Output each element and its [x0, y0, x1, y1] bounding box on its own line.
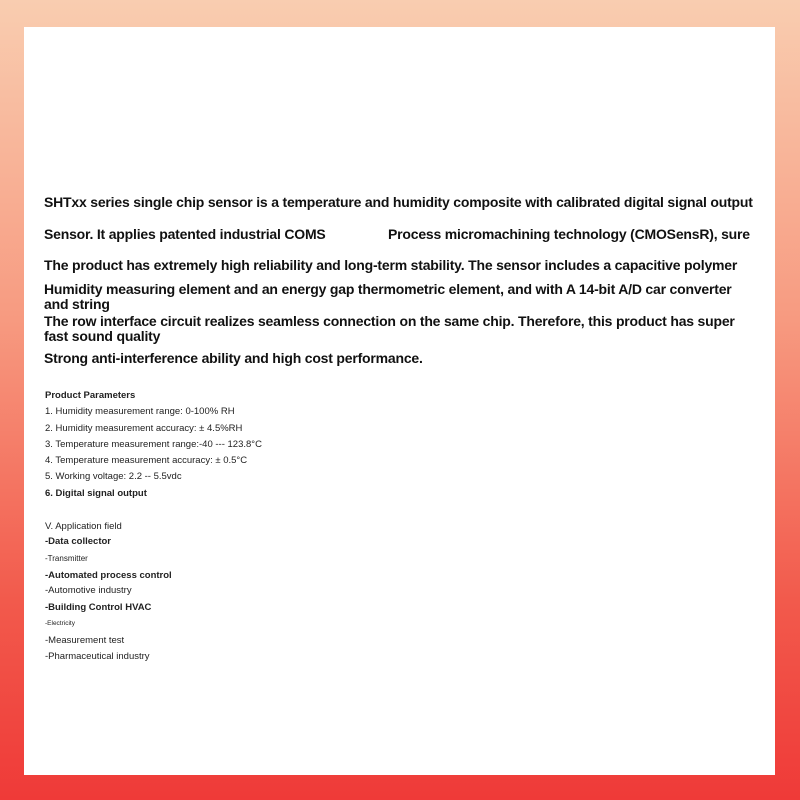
product-description-panel	[24, 27, 775, 775]
application-item: -Pharmaceutical industry	[45, 651, 150, 662]
applications-title: V. Application field	[45, 521, 122, 532]
application-item: -Data collector	[45, 536, 111, 547]
description-line: The product has extremely high reliability and long-term stability. The sensor includes a capacitive polymer	[44, 257, 738, 273]
description-line: Process micromachining technology (CMOSensR), sure	[388, 226, 750, 242]
description-line: Strong anti-interference ability and high cost performance.	[44, 350, 423, 366]
description-line: Sensor. It applies patented industrial COMS	[44, 226, 326, 242]
application-item: -Automated process control	[45, 570, 172, 581]
description-line: SHTxx series single chip sensor is a temperature and humidity composite with calibrated digital signal output	[44, 194, 753, 210]
description-line: and string	[44, 296, 110, 312]
description-line: Humidity measuring element and an energy gap thermometric element, and with A 14-bit A/D car converter	[44, 281, 732, 297]
application-item: -Transmitter	[45, 554, 88, 563]
parameter-item: 5. Working voltage: 2.2 -- 5.5vdc	[45, 471, 182, 482]
parameter-item: 3. Temperature measurement range:-40 --- 123.8°C	[45, 439, 262, 450]
application-item: -Electricity	[45, 620, 75, 627]
parameter-item: 6. Digital signal output	[45, 488, 147, 499]
description-line: The row interface circuit realizes seamless connection on the same chip. Therefore, this product has super	[44, 313, 735, 329]
application-item: -Automotive industry	[45, 585, 132, 596]
description-line: fast sound quality	[44, 328, 161, 344]
application-item: -Measurement test	[45, 635, 125, 646]
application-item: -Building Control HVAC	[45, 602, 152, 613]
parameter-item: 2. Humidity measurement accuracy: ± 4.5%RH	[45, 423, 243, 434]
parameter-item: 4. Temperature measurement accuracy: ± 0.5°C	[45, 455, 248, 466]
parameters-title: Product Parameters	[45, 390, 136, 401]
parameter-item: 1. Humidity measurement range: 0-100% RH	[45, 406, 235, 417]
